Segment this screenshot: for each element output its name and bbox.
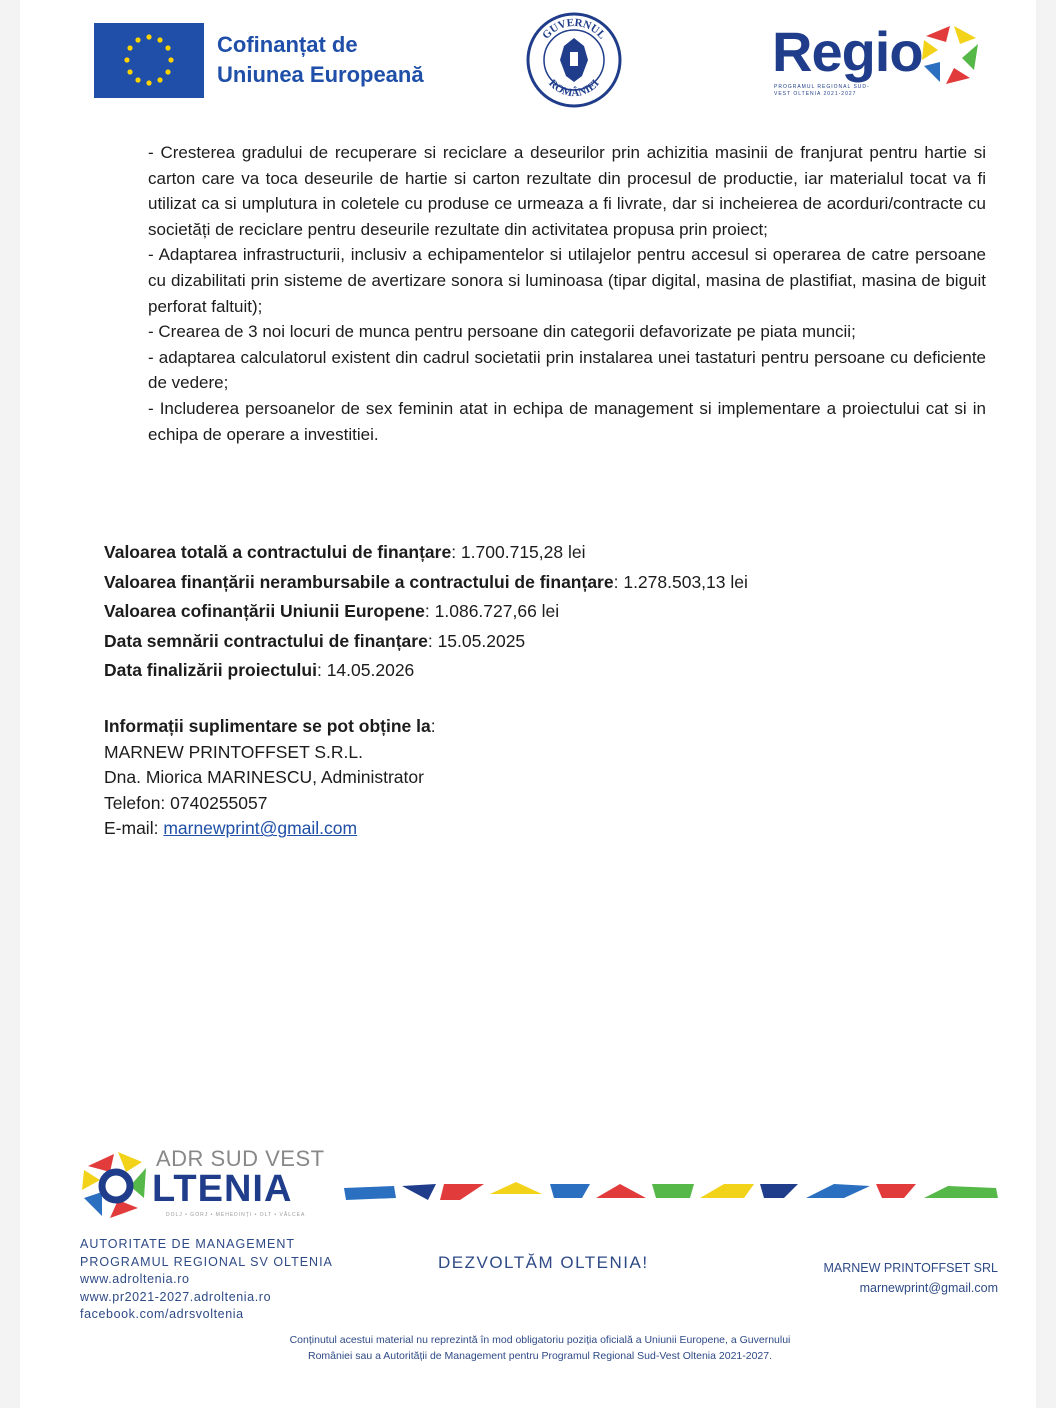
seal-bottom-text: ROMÂNIEI — [546, 77, 602, 100]
eu-line1: Cofinanțat de — [217, 32, 358, 57]
value-label: Data finalizării proiectului — [104, 660, 317, 680]
contact-phone: Telefon: 0740255057 — [104, 792, 268, 813]
contact-company: MARNEW PRINTOFFSET S.R.L. — [104, 741, 363, 762]
regio-wordmark: Regio — [772, 20, 923, 83]
coat-of-arms-icon — [526, 12, 622, 108]
email-label: E-mail: — [104, 818, 164, 839]
value-amount: : 1.086.727,66 lei — [424, 601, 560, 621]
adr-oltenia-logo — [80, 1144, 340, 1226]
value-label: Data semnării contractului de finanțare — [104, 630, 428, 651]
adr-counties: DOLJ • GORJ • MEHEDINȚI • OLT • VÂLCEA — [166, 1212, 306, 1218]
oltenia-wordmark: LTENIA — [152, 1168, 293, 1210]
seal-top-text: GUVERNUL — [540, 16, 608, 42]
bullet-item: - Adaptarea infrastructurii, inclusiv a echipamentelor si utilajelor pentru accesul si operarea de catre persoane cu dizabilitati prin sisteme de avertizare sonora si luminoasa (tipar digital, masina de plastifiat, masina de biguit perforat faltuit); — [148, 245, 986, 316]
footer-line: PROGRAMUL REGIONAL SV OLTENIA — [80, 1254, 333, 1269]
eu-flag-logo — [94, 23, 204, 98]
footer-email[interactable]: marnewprint@gmail.com — [859, 1281, 998, 1295]
footer-disclaimer — [170, 1332, 910, 1364]
value-row-eu-cofinancing — [104, 597, 748, 627]
value-label: Valoarea finanțării nerambursabile a contractului de finanțare — [104, 571, 614, 592]
footer-link[interactable]: facebook.com/adrsvoltenia — [80, 1307, 244, 1321]
oltenia-emblem-icon — [80, 1146, 152, 1224]
value-label: Valoarea totală a contractului de finanțare — [104, 542, 452, 562]
eu-stars-icon — [94, 23, 204, 98]
footer-right-info — [823, 1258, 998, 1298]
value-label: Valoarea cofinanțării Uniunii Europene — [104, 601, 425, 621]
contact-heading-colon: : — [430, 716, 436, 736]
value-row-nonreimbursable — [104, 568, 748, 598]
contact-info — [104, 714, 436, 842]
footer-slogan: DEZVOLTĂM OLTENIA! — [438, 1253, 649, 1272]
government-seal-logo — [526, 12, 622, 108]
value-amount: : 14.05.2026 — [316, 660, 415, 680]
value-amount: : 15.05.2025 — [427, 630, 526, 651]
disclaimer-line: României sau a Autorității de Management pentru Programul Regional Sud-Vest Oltenia 2021-2027. — [307, 1350, 773, 1362]
contact-heading-row — [104, 714, 436, 740]
regio-logo — [772, 20, 982, 100]
email-link[interactable]: marnewprint@gmail.com — [163, 818, 358, 839]
value-row-end-date — [104, 656, 748, 686]
adr-title: ADR SUD VEST — [156, 1146, 325, 1171]
contact-email-row — [104, 816, 436, 842]
value-row-total — [104, 538, 748, 568]
bullet-item: - adaptarea calculatorul existent din cadrul societatii prin instalarea unei tastaturi pentru persoane cu deficiente de vedere; — [148, 347, 986, 393]
regio-emblem-icon — [920, 22, 980, 88]
footer-company: MARNEW PRINTOFFSET SRL — [823, 1261, 998, 1275]
contract-values — [104, 538, 748, 686]
bullet-item: - Cresterea gradului de recuperare si reciclare a deseurilor prin achizitia masinii de franjurat pentru hartie si carton care va toca deseurile de hartie si carton rezultate din procesul de productie, iar materialul tocat va fi utilizat ca si umplutura in coletele cu produse ce urmeaza a fi livrate, dar si incheierea de acorduri/contracte cu societăți de reciclare pentru deseurile rezultate din activitatea propusa prin proiect; — [148, 143, 986, 239]
value-row-signing-date — [104, 627, 748, 657]
contact-heading: Informații suplimentare se pot obține la — [104, 716, 431, 736]
bullet-item: - Includerea persoanelor de sex feminin atat in echipa de management si implementare a proiectului cat si in echipa de operare a investitiei. — [148, 398, 986, 444]
value-amount: : 1.700.715,28 lei — [451, 542, 586, 562]
footer-link[interactable]: www.adroltenia.ro — [80, 1272, 190, 1286]
contact-person: Dna. Miorica MARINESCU, Administrator — [104, 767, 424, 788]
footer-line: AUTORITATE DE MANAGEMENT — [80, 1237, 295, 1251]
color-stripes-decoration — [344, 1180, 1000, 1204]
regio-subtitle: PROGRAMUL REGIONAL SUD-VEST OLTENIA 2021-2027 — [774, 84, 870, 97]
value-amount: : 1.278.503,13 lei — [613, 571, 748, 592]
disclaimer-line: Conținutul acestui material nu reprezintă în mod obligatoriu poziția oficială a Uniunii Europene, a Guvernului — [289, 1334, 791, 1346]
eu-cofinanced-text — [217, 30, 424, 90]
eu-line2: Uniunea Europeană — [217, 62, 424, 87]
project-activities — [148, 140, 986, 447]
bullet-item: - Crearea de 3 noi locuri de munca pentru persoane din categorii defavorizate pe piata muncii; — [148, 322, 856, 342]
footer-left-info — [80, 1236, 333, 1324]
footer-link[interactable]: www.pr2021-2027.adroltenia.ro — [80, 1289, 272, 1304]
